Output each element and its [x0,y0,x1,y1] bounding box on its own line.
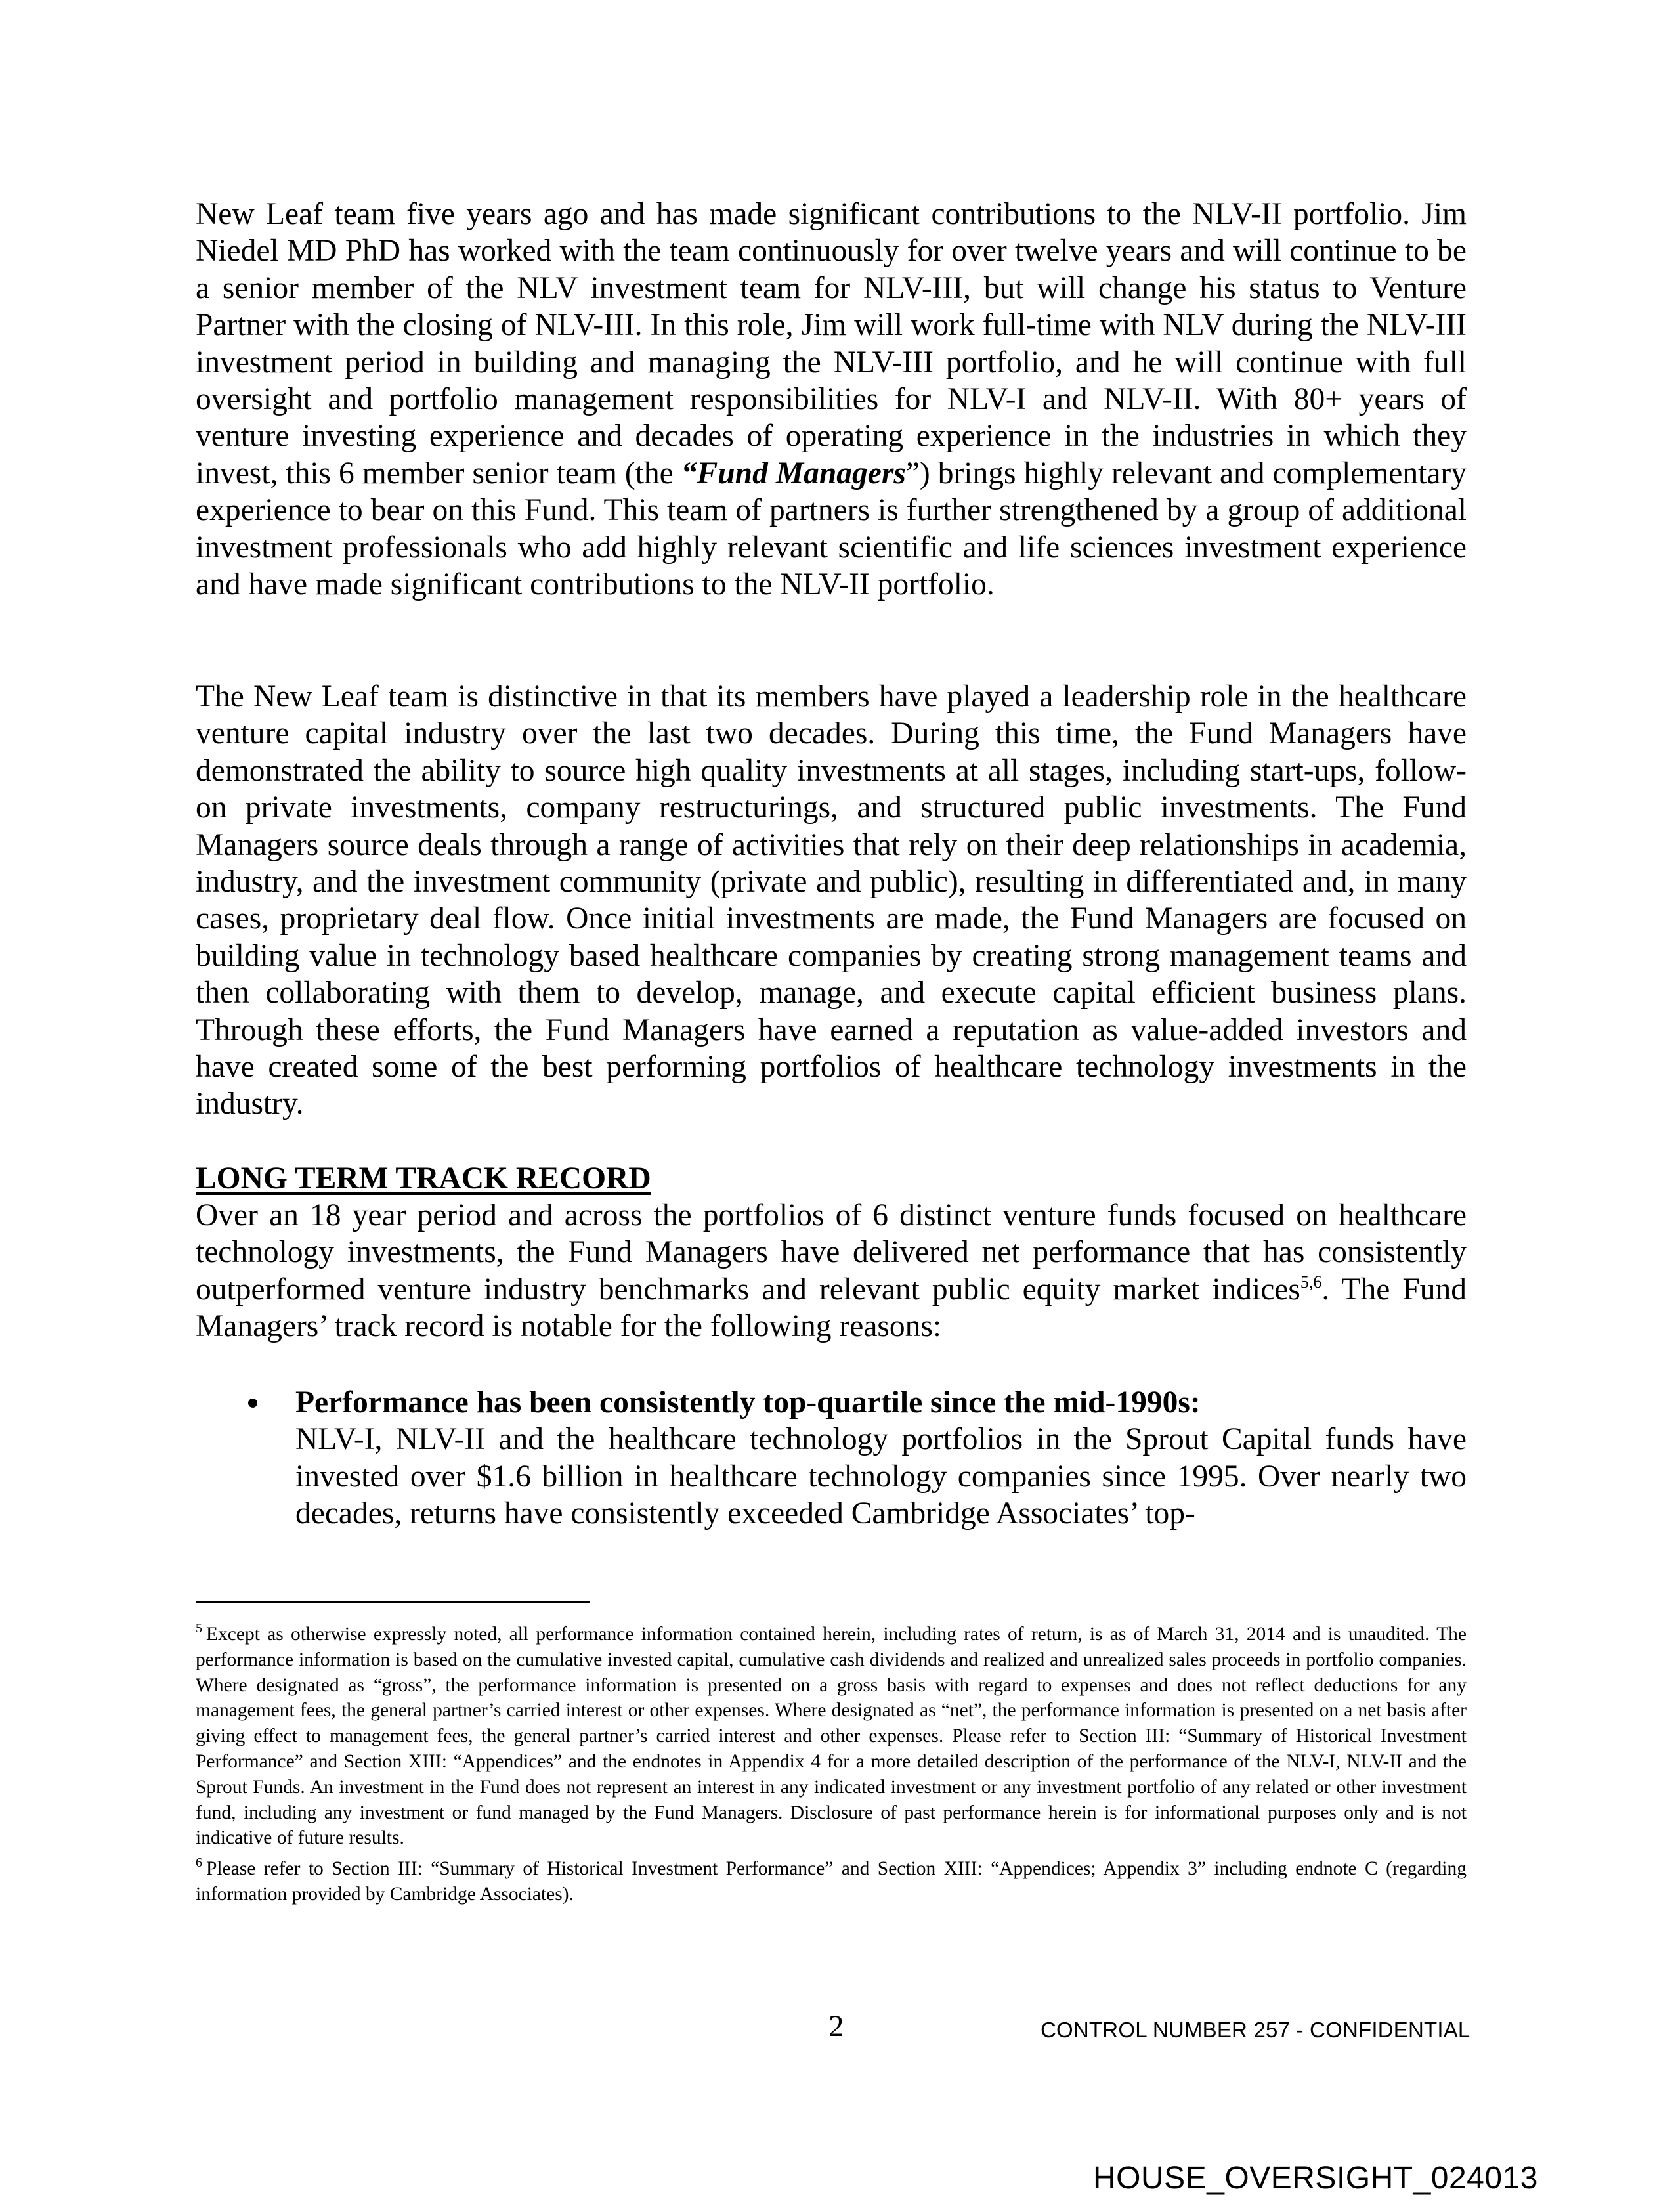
footnote-text: Except as otherwise expressly noted, all performance information contained herein, including rates of return, is as of March 31, 2014 and is unaudited. The performance information is based on the cumulative invested capital, cumulative cash dividends and realized and unrealized sales proceeds in portfolio companies. Where designated as “gross”, the performance information is presented on a gross basis with regard to expenses and does not reflect deductions for any management fees, the general partner’s carried interest or other expenses. Where designated as “net”, the performance information is presented on a net basis after giving effect to management fees, the general partner’s carried interest and other expenses. Please refer to Section III: “Summary of Historical Investment Performance” and Section XIII: “Appendices” and the endnotes in Appendix 4 for a more detailed description of the performance of the NLV-I, NLV-II and the Sprout Funds. An investment in the Fund does not represent an interest in any indicated investment or any investment portfolio of any related or other investment fund, including any investment or fund managed by the Fund Managers. Disclosure of past performance herein is for informational purposes only and is not indicative of future results. [196,1624,1467,1849]
paragraph-team-overview [196,196,1467,603]
bullet-text: NLV-I, NLV-II and the healthcare technology portfolios in the Sprout Capital funds have invested over $1.6 billion in healthcare technology companies since 1995. Over nearly two decades, returns have consistently exceeded Cambridge Associates’ top- [295,1422,1467,1531]
footnote-number: 6 [196,1855,202,1871]
footnote-text: Please refer to Section III: “Summary of Historical Investment Performance” and Section XIII: “Appendices; Appendix 3” including endnote C (regarding information provided by Cambridge Associates). [196,1858,1467,1905]
footnote-number: 5 [196,1621,202,1636]
footnote-6 [196,1856,1467,1907]
confidential-label: CONTROL NUMBER 257 - CONFIDENTIAL [1041,2018,1470,2042]
bullet-title: Performance has been consistently top-quartile since the mid-1990s: [295,1385,1201,1420]
paragraph-team-distinctive [196,678,1467,1123]
footnotes [196,1622,1467,1913]
bates-number: HOUSE_OVERSIGHT_024013 [1093,2161,1538,2196]
defined-term-fund-managers: “Fund Managers [681,456,906,490]
bullet-item [295,1384,1467,1532]
paragraph-track-record-intro [196,1197,1467,1345]
paragraph-text: The New Leaf team is distinctive in that its members have played a leadership role in the healthcare venture capital industry over the last two decades. During this time, the Fund Managers have demonstrated the ability to source high quality investments at all stages, including start-ups, follow-on private investments, company restructurings, and structured public investments. The Fund Managers source deals through a range of activities that rely on their deep relationships in academia, industry, and the investment community (private and public), resulting in differentiated and, in many cases, proprietary deal flow. Once initial investments are made, the Fund Managers are focused on building value in technology based healthcare companies by creating strong management teams and then collaborating with them to develop, manage, and execute capital efficient business plans. Through these efforts, the Fund Managers have earned a reputation as value-added investors and have created some of the best performing portfolios of healthcare technology investments in the industry. [196,680,1467,1121]
page-number: 2 [828,2009,844,2043]
footnote-5 [196,1622,1467,1851]
section-heading: LONG TERM TRACK RECORD [196,1161,651,1196]
bullet-icon [248,1399,257,1408]
paragraph-text: Over an 18 year period and across the portfolios of 6 distinct venture funds focused on healthcare technology investments, the Fund Managers have delivered net performance that has consistently outperformed venture industry benchmarks and relevant public equity market indices [196,1198,1467,1307]
paragraph-text: ”) brings highly relevant and complementary experience to bear on this Fund. This team of partners is further strengthened by a group of additional investment professionals who add highly relevant scientific and life sciences investment experience and have made significant contributions to the NLV-II portfolio. [196,456,1467,602]
footnote-reference[interactable]: 5,6 [1300,1272,1322,1291]
paragraph-text: . The Fund Managers’ track record is notable for the following reasons: [196,1272,1467,1344]
footnote-separator [196,1601,590,1603]
paragraph-text: New Leaf team five years ago and has made significant contributions to the NLV-II portfolio. Jim Niedel MD PhD has worked with the team continuously for over twelve years and will continue to be a senior member of the NLV investment team for NLV-III, but will change his status to Venture Partner with the closing of NLV-III. In this role, Jim will work full-time with NLV during the NLV-III investment period in building and managing the NLV-III portfolio, and he will continue with full oversight and portfolio management responsibilities for NLV-I and NLV-II. With 80+ years of venture investing experience and decades of operating experience in the industries in which they invest, this 6 member senior team (the [196,197,1467,490]
